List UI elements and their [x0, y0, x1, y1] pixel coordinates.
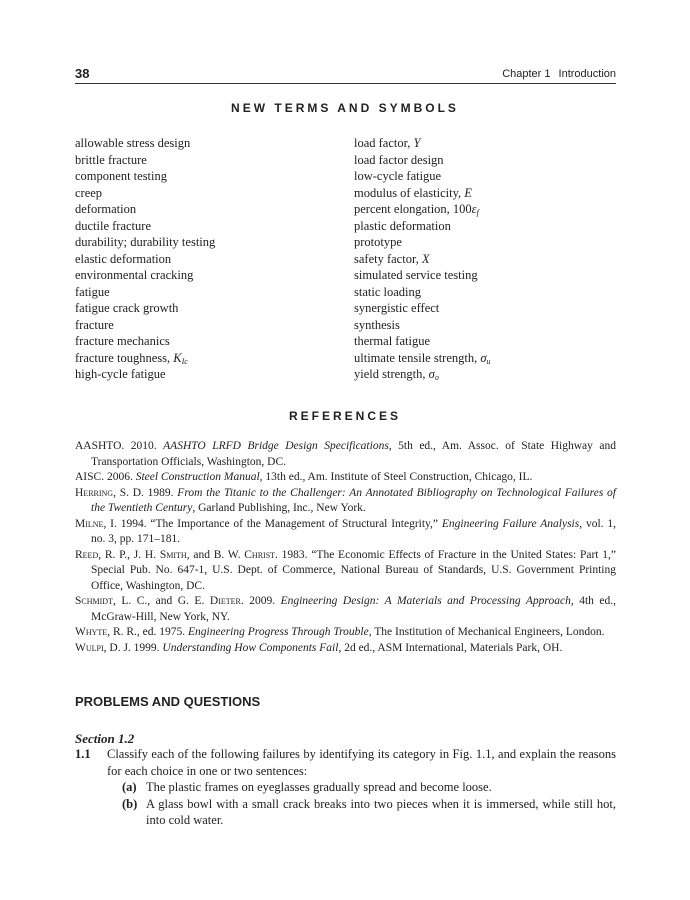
- term: thermal fatigue: [354, 334, 431, 348]
- reference-item: Schmidt, L. C., and G. E. Dieter. 2009. Engineering Design: A Materials and Processing Approach, 4th ed., McGraw-Hill, New York, NY.: [75, 595, 617, 623]
- new-terms-heading: NEW TERMS AND SYMBOLS: [231, 101, 459, 115]
- term: fracture: [75, 317, 114, 332]
- term: allowable stress design: [75, 136, 191, 150]
- term: fatigue crack growth: [75, 301, 179, 315]
- terms-right-column: [354, 135, 491, 383]
- term: yield strength, $\sigma_o$: [354, 367, 439, 382]
- sub-question-label: (b): [122, 796, 138, 811]
- reference-item: Milne, I. 1994. “The Importance of the Management of Structural Integrity,” Engineering Failure Analysis, vol. 1, no. 3, pp. 171–181.: [75, 517, 616, 545]
- reference-item: Herring, S. D. 1989. From the Titanic to the Challenger: An Annotated Bibliography on Technological Failures of the Twentieth Century, Garland Publishing, Inc., New York.: [75, 486, 617, 514]
- term: synergistic effect: [354, 301, 440, 315]
- term: modulus of elasticity, E: [354, 185, 472, 200]
- sub-question-text: The plastic frames on eyeglasses gradually spread and become loose.: [146, 780, 492, 794]
- reference-item: Whyte, R. R., ed. 1975. Engineering Progress Through Trouble, The Institution of Mechanical Engineers, London.: [75, 626, 605, 638]
- term: plastic deformation: [354, 218, 451, 233]
- term: durability; durability testing: [75, 235, 216, 249]
- term: creep: [75, 185, 103, 200]
- term: environmental cracking: [75, 268, 194, 282]
- problems-heading: PROBLEMS AND QUESTIONS: [75, 694, 261, 709]
- term: safety factor, X: [354, 251, 430, 266]
- section-label: Section 1.2: [75, 731, 135, 746]
- term: ultimate tensile strength, $\sigma_u$: [354, 350, 491, 366]
- reference-item: AISC. 2006. Steel Construction Manual, 13th ed., Am. Institute of Steel Construction, Chicago, IL.: [75, 471, 533, 483]
- term: component testing: [75, 169, 167, 183]
- term: ductile fracture: [75, 218, 151, 233]
- term: brittle fracture: [75, 152, 147, 167]
- term: fracture toughness, $K_{Ic}$: [75, 350, 188, 366]
- chapter-title: Introduction: [558, 68, 616, 80]
- term: low-cycle fatigue: [354, 169, 442, 183]
- sub-question: [75, 779, 616, 796]
- reference-item: Wulpi, D. J. 1999. Understanding How Components Fail, 2d ed., ASM International, Materials Park, OH.: [75, 641, 563, 654]
- term: elastic deformation: [75, 251, 172, 266]
- running-head: [502, 68, 616, 80]
- reference-item: Reed, R. P., J. H. Smith, and B. W. Christ. 1983. “The Economic Effects of Fracture in the United States: Part 1,” Special Pub. No. 647-1, U.S. Dept. of Commerce, National Bureau of Standards, U.S. Government Printing Office, Washington, DC.: [75, 548, 616, 592]
- references-list: [75, 439, 616, 656]
- term: synthesis: [354, 317, 400, 332]
- term: fatigue: [75, 284, 110, 299]
- term: deformation: [75, 202, 137, 216]
- terms-left-column: [75, 135, 215, 383]
- sub-question-text: A glass bowl with a small crack breaks into two pieces when it is immersed, while still hot, into cold water.: [146, 796, 616, 827]
- page-number: 38: [75, 66, 90, 81]
- problem-number: 1.1: [75, 747, 91, 761]
- chapter-label: Chapter 1: [502, 68, 551, 80]
- term: fracture mechanics: [75, 334, 170, 348]
- term: simulated service testing: [354, 268, 478, 282]
- references-heading: REFERENCES: [288, 409, 401, 423]
- term: prototype: [354, 235, 402, 249]
- term: percent elongation, $100\varepsilon_f$: [354, 202, 479, 217]
- problem-item: [75, 746, 616, 829]
- reference-item: AASHTO. 2010. AASHTO LRFD Bridge Design Specifications, 5th ed., Am. Assoc. of State Highway and Transportation Officials, Washington, DC.: [75, 440, 616, 468]
- sub-question: [75, 796, 616, 829]
- sub-question-label: (a): [122, 780, 137, 794]
- page-header: [75, 66, 616, 84]
- term: load factor design: [354, 152, 444, 167]
- problem-text: Classify each of the following failures by identifying its category in Fig. 1.1, and explain the reasons for each choice in one or two sentences:: [107, 747, 616, 778]
- term: static loading: [354, 284, 421, 299]
- term: high-cycle fatigue: [75, 367, 166, 381]
- term: load factor, Y: [354, 136, 421, 150]
